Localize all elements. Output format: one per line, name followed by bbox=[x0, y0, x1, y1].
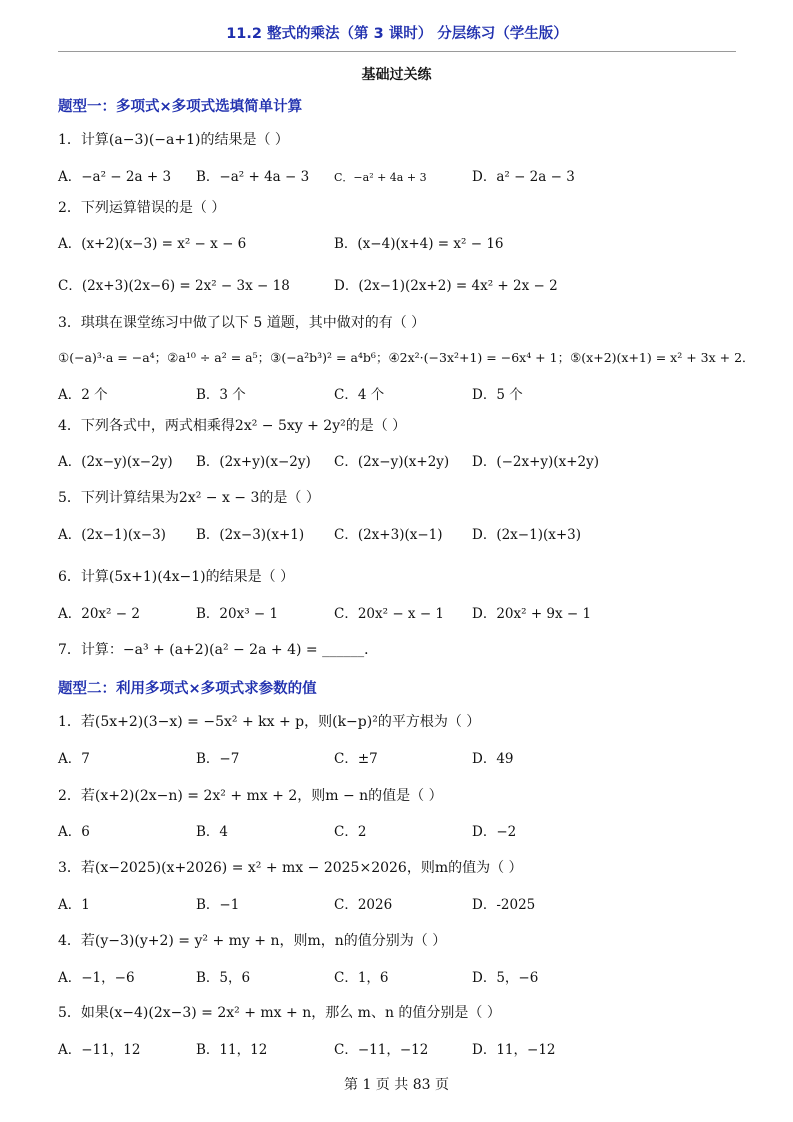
q2-5-option-a: A．−11，12 bbox=[58, 1042, 141, 1058]
q2-2-stem: 2．若(x+2)(2x−n) = 2x² + mx + 2，则m − n的值是（ ） bbox=[58, 788, 443, 804]
q2-5-stem: 5．如果(x−4)(2x−3) = 2x² + mx + n，那么 m、n 的值分别是（ ） bbox=[58, 1005, 501, 1021]
q1-2-option-a: A．(x+2)(x−3) = x² − x − 6 bbox=[58, 236, 247, 252]
q2-2-option-a: A．6 bbox=[58, 824, 90, 840]
q1-2-stem: 2．下列运算错误的是（ ） bbox=[58, 200, 226, 216]
q2-1-option-b: B．−7 bbox=[196, 751, 240, 767]
q1-1-option-a: A．−a² − 2a + 3 bbox=[58, 169, 172, 185]
q1-2-option-b: B．(x−4)(x+4) = x² − 16 bbox=[334, 236, 504, 252]
header-divider bbox=[58, 51, 736, 52]
q1-6-option-a: A．20x² − 2 bbox=[58, 606, 140, 622]
q1-7-stem: 7．计算：−a³ + (a+2)(a² − 2a + 4) = ______． bbox=[58, 642, 379, 658]
q1-5-stem: 5．下列计算结果为2x² − x − 3的是（ ） bbox=[58, 490, 320, 506]
q2-1-option-d: D．49 bbox=[472, 751, 514, 767]
q2-3-stem: 3．若(x−2025)(x+2026) = x² + mx − 2025×2026，则m的值为（ ） bbox=[58, 860, 523, 876]
q2-4-option-c: C．1，6 bbox=[334, 970, 389, 986]
q1-6-option-b: B．20x³ − 1 bbox=[196, 606, 279, 622]
q2-4-option-d: D．5，−6 bbox=[472, 970, 539, 986]
q1-5-option-d: D．(2x−1)(x+3) bbox=[472, 527, 582, 543]
q1-3-option-d: D．5 个 bbox=[472, 387, 523, 403]
q2-4-stem: 4．若(y−3)(y+2) = y² + my + n，则m，n的值分别为（ ） bbox=[58, 933, 447, 949]
q1-1-stem: 1．计算(a−3)(−a+1)的结果是（ ） bbox=[58, 132, 289, 148]
q2-2-option-d: D．−2 bbox=[472, 824, 517, 840]
page-footer: 第 1 页 共 83 页 bbox=[344, 1077, 449, 1093]
q2-5-option-c: C．−11，−12 bbox=[334, 1042, 429, 1058]
q1-5-option-c: C．(2x+3)(x−1) bbox=[334, 527, 443, 543]
q1-1-option-b: B．−a² + 4a − 3 bbox=[196, 169, 310, 185]
q1-3-items: ①(−a)³·a = −a⁴；②a¹⁰ ÷ a² = a⁵；③(−a²b³)² = a⁴b⁶；④2x²·(−3x²+1) = −6x⁴ + 1；⑤(x+2)(x+1) = x² + 3x + 2． bbox=[58, 350, 755, 365]
q1-2-option-c: C．(2x+3)(2x−6) = 2x² − 3x − 18 bbox=[58, 278, 290, 294]
q1-5-option-b: B．(2x−3)(x+1) bbox=[196, 527, 305, 543]
page-header-title: 11.2 整式的乘法（第 3 课时） 分层练习（学生版） bbox=[226, 26, 568, 42]
q2-3-option-b: B．−1 bbox=[196, 897, 240, 913]
q1-1-option-c: C．−a² + 4a + 3 bbox=[334, 171, 427, 184]
q2-1-option-c: C．±7 bbox=[334, 751, 378, 767]
q1-6-option-d: D．20x² + 9x − 1 bbox=[472, 606, 592, 622]
q2-1-option-a: A．7 bbox=[58, 751, 90, 767]
q2-5-option-d: D．11，−12 bbox=[472, 1042, 556, 1058]
q1-4-option-b: B．(2x+y)(x−2y) bbox=[196, 454, 311, 470]
q1-6-option-c: C．20x² − x − 1 bbox=[334, 606, 445, 622]
q1-4-option-c: C．(2x−y)(x+2y) bbox=[334, 454, 450, 470]
q2-4-option-a: A．−1，−6 bbox=[58, 970, 135, 986]
q2-3-option-c: C．2026 bbox=[334, 897, 393, 913]
q1-6-stem: 6．计算(5x+1)(4x−1)的结果是（ ） bbox=[58, 569, 295, 585]
q1-3-option-a: A．2 个 bbox=[58, 387, 108, 403]
q2-1-stem: 1．若(5x+2)(3−x) = −5x² + kx + p，则(k−p)²的平方根为（ ） bbox=[58, 714, 481, 730]
section2-title: 题型二：利用多项式×多项式求参数的值 bbox=[58, 681, 317, 697]
q2-2-option-b: B．4 bbox=[196, 824, 229, 840]
q1-5-option-a: A．(2x−1)(x−3) bbox=[58, 527, 166, 543]
q1-4-stem: 4．下列各式中，两式相乘得2x² − 5xy + 2y²的是（ ） bbox=[58, 418, 407, 434]
section1-title: 题型一：多项式×多项式选填简单计算 bbox=[58, 99, 303, 115]
subtitle: 基础过关练 bbox=[361, 67, 432, 83]
q1-2-option-d: D．(2x−1)(2x+2) = 4x² + 2x − 2 bbox=[334, 278, 558, 294]
q1-4-option-a: A．(2x−y)(x−2y) bbox=[58, 454, 173, 470]
q1-3-stem: 3．琪琪在课堂练习中做了以下 5 道题，其中做对的有（ ） bbox=[58, 315, 426, 331]
q2-3-option-a: A．1 bbox=[58, 897, 90, 913]
q2-3-option-d: D．-2025 bbox=[472, 897, 536, 913]
q2-5-option-b: B．11，12 bbox=[196, 1042, 268, 1058]
q1-4-option-d: D．(−2x+y)(x+2y) bbox=[472, 454, 599, 470]
q2-4-option-b: B．5，6 bbox=[196, 970, 251, 986]
q2-2-option-c: C．2 bbox=[334, 824, 367, 840]
q1-3-option-c: C．4 个 bbox=[334, 387, 385, 403]
q1-3-option-b: B．3 个 bbox=[196, 387, 246, 403]
q1-1-option-d: D．a² − 2a − 3 bbox=[472, 169, 575, 185]
